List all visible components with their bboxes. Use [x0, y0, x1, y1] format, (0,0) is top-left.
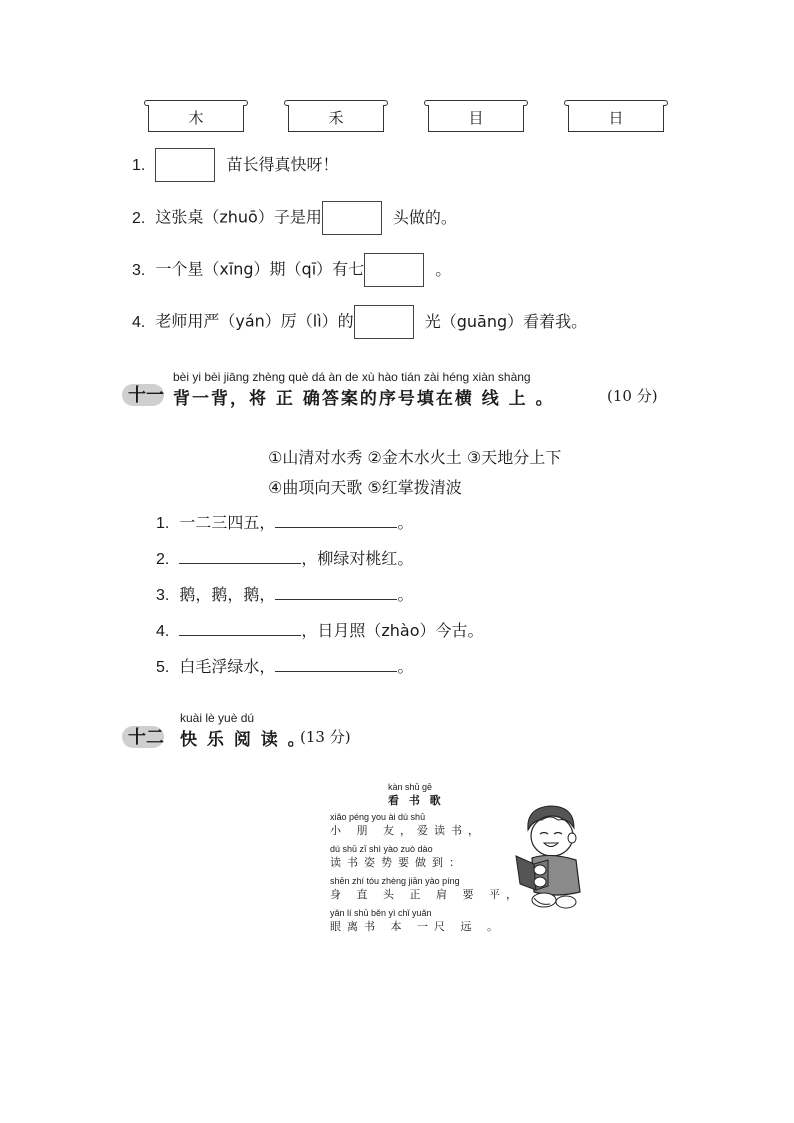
section-title: 快 乐 阅 读 。 — [180, 730, 307, 750]
answer-box[interactable] — [354, 305, 414, 339]
poem-title: kàn shū gē 看 书 歌 — [388, 782, 444, 807]
section-number: 十二 — [128, 727, 164, 748]
blank-item-2: 2. ，柳绿对桃红。 — [156, 549, 414, 568]
word-tile: 日 — [564, 100, 668, 132]
poem-line: dú shū zī shì yào zuò dào 读书姿势要做到： — [330, 844, 466, 869]
word-tile: 禾 — [284, 100, 388, 132]
blank-item-5: 5. 白毛浮绿水， 。 — [156, 657, 414, 676]
answer-line[interactable] — [179, 619, 301, 636]
answer-box[interactable] — [364, 253, 424, 287]
section-score: (13 分) — [300, 728, 351, 746]
blank-item-4: 4. ，日月照（zhào）今古。 — [156, 621, 484, 640]
poem-line: shēn zhí tóu zhèng jiān yào píng 身 直 头 正 肩 要 平， — [330, 876, 523, 901]
section-score: (10 分) — [607, 387, 658, 405]
question-4: 4. 老师用严（yán）厉（lì）的 光（guāng）看着我。 — [132, 305, 587, 339]
answer-line[interactable] — [275, 511, 397, 528]
options-row: ④曲项向天歌 ⑤红掌拨清波 — [268, 478, 462, 497]
answer-box[interactable] — [322, 201, 382, 235]
blank-item-3: 3. 鹅，鹅，鹅， 。 — [156, 585, 414, 604]
poem-line: xiǎo péng you ài dú shū 小 朋 友，爱读书， — [330, 812, 485, 837]
word-tile: 目 — [424, 100, 528, 132]
section-pinyin: bèi yi bèi jiāng zhèng què dá àn de xù hào tián zài héng xiàn shàng — [173, 370, 531, 384]
blank-item-1: 1. 一二三四五， 。 — [156, 513, 414, 532]
section-number: 十一 — [128, 385, 164, 406]
word-tile: 木 — [144, 100, 248, 132]
options-row: ①山清对水秀 ②金木水火土 ③天地分上下 — [268, 448, 562, 467]
poem-line: yǎn lí shū běn yì chǐ yuǎn 眼离书 本 一尺 远 。 — [330, 908, 504, 933]
answer-line[interactable] — [275, 655, 397, 672]
question-1: 1. 苗长得真快呀！ — [132, 148, 338, 182]
question-3: 3. 一个星（xīng）期（qī）有七 。 — [132, 253, 451, 287]
answer-line[interactable] — [179, 547, 301, 564]
boy-reading-illustration — [510, 800, 590, 912]
section-title: 背一背，将 正 确答案的序号填在横 线 上 。 — [173, 389, 555, 409]
section-pinyin: kuài lè yuè dú — [180, 711, 255, 725]
question-2: 2. 这张桌（zhuō）子是用 头做的。 — [132, 201, 457, 235]
answer-box[interactable] — [155, 148, 215, 182]
answer-line[interactable] — [275, 583, 397, 600]
